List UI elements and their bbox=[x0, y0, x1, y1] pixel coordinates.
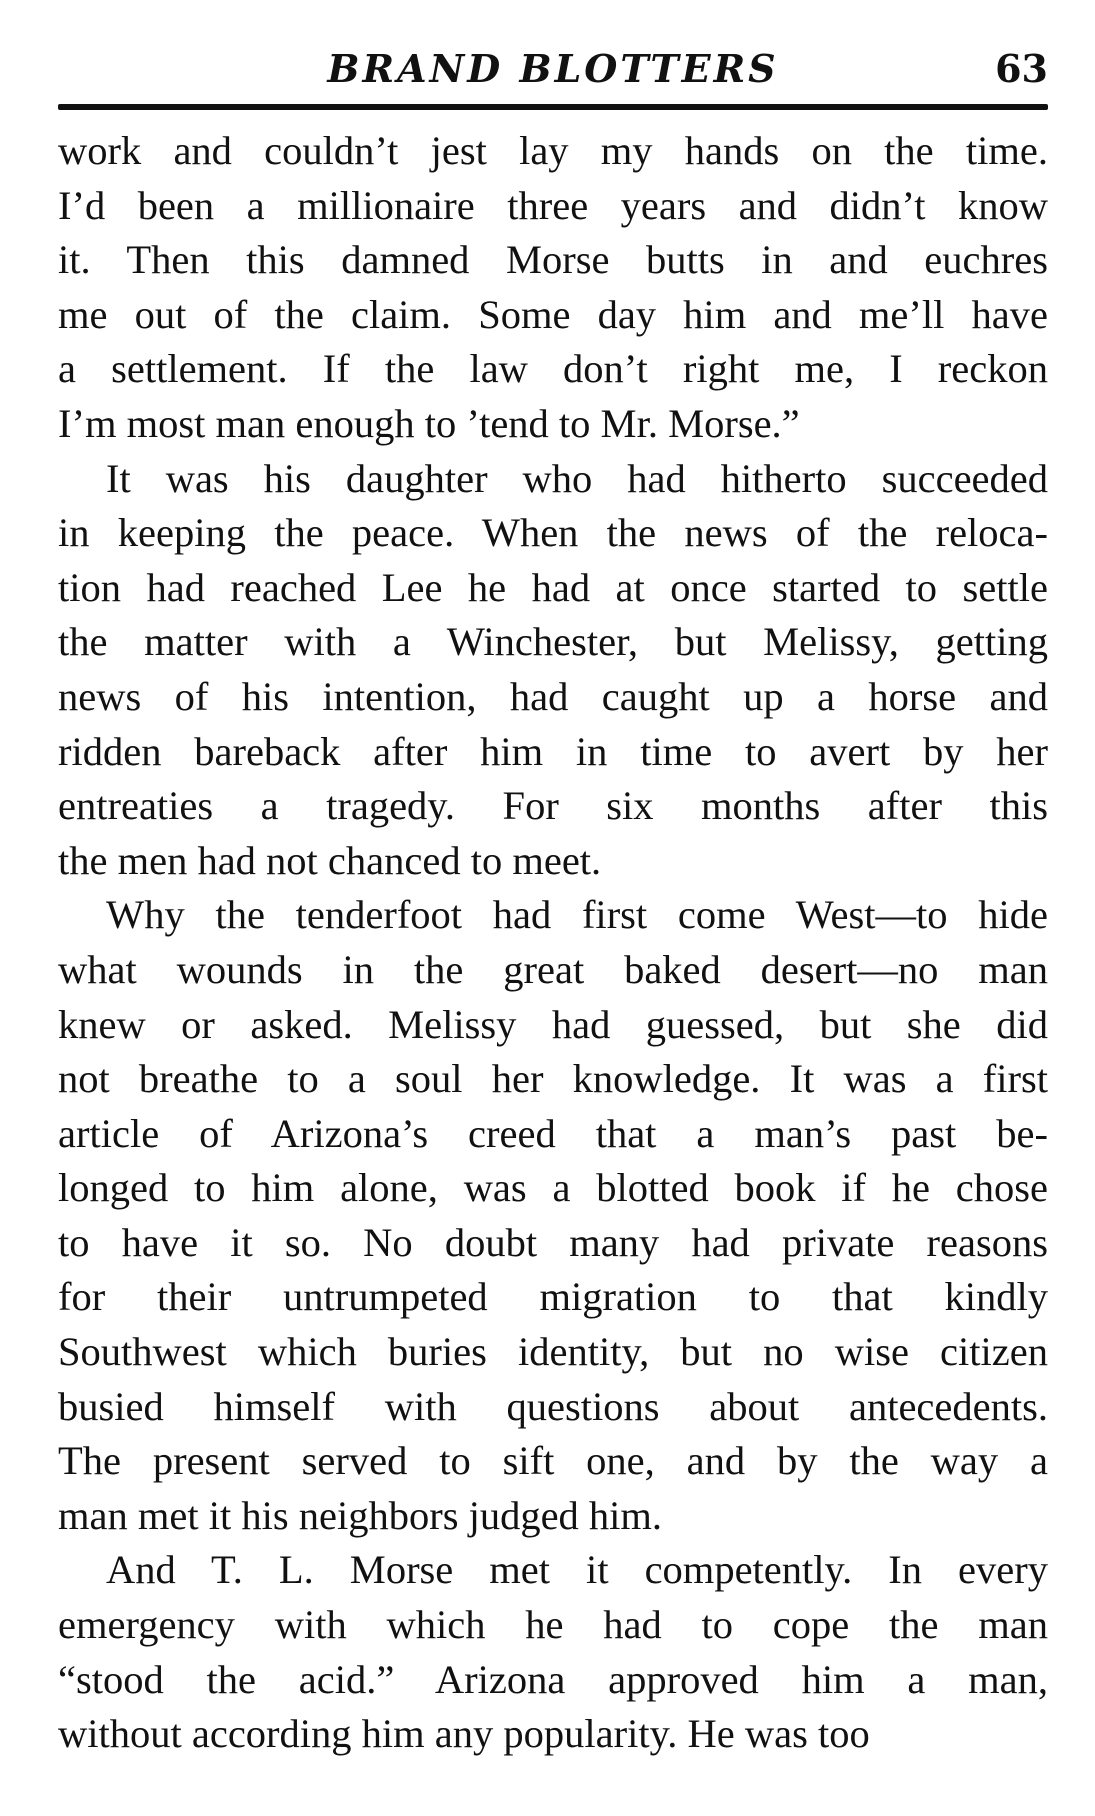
text-line: busied himself with questions about antecedents. bbox=[58, 1383, 1048, 1429]
text-line: a settlement. If the law don’t right me, I reckon bbox=[58, 346, 1048, 392]
text-line: me out of the claim. Some day him and me’ll have bbox=[58, 291, 1048, 337]
text-line: It was his daughter who had hitherto succeeded bbox=[106, 455, 1048, 501]
paragraph bbox=[58, 1543, 1048, 1761]
running-head bbox=[58, 38, 1048, 98]
text-line: news of his intention, had caught up a horse and bbox=[58, 673, 1048, 719]
text-line: knew or asked. Melissy had guessed, but she did bbox=[58, 1001, 1048, 1047]
text-line: not breathe to a soul her knowledge. It was a first bbox=[58, 1056, 1048, 1102]
text-line: Southwest which buries identity, but no wise citizen bbox=[58, 1329, 1048, 1375]
text-line: I’m most man enough to ’tend to Mr. Morse.” bbox=[58, 400, 800, 446]
text-line: tion had reached Lee he had at once started to settle bbox=[58, 564, 1048, 610]
text-line: article of Arizona’s creed that a man’s past be- bbox=[58, 1110, 1048, 1156]
text-line: The present served to sift one, and by the way a bbox=[58, 1438, 1048, 1484]
text-line: “stood the acid.” Arizona approved him a man, bbox=[58, 1656, 1048, 1702]
text-line: man met it his neighbors judged him. bbox=[58, 1492, 663, 1538]
text-line: to have it so. No doubt many had private reasons bbox=[58, 1219, 1048, 1265]
page-number: 63 bbox=[995, 46, 1048, 91]
text-line: ridden bareback after him in time to avert by her bbox=[58, 728, 1048, 774]
text-line: for their untrumpeted migration to that kindly bbox=[58, 1274, 1048, 1320]
text-line: work and couldn’t jest lay my hands on the time. bbox=[58, 128, 1048, 173]
text-line: it. Then this damned Morse butts in and euchres bbox=[58, 237, 1048, 283]
text-line: emergency with which he had to cope the man bbox=[58, 1602, 1048, 1648]
text-line: I’d been a millionaire three years and didn’t know bbox=[58, 182, 1048, 228]
text-line: in keeping the peace. When the news of the reloca- bbox=[58, 510, 1048, 556]
paragraph bbox=[58, 452, 1048, 889]
text-line: Why the tenderfoot had first come West—to hide bbox=[106, 892, 1048, 938]
text-line: without according him any popularity. He was too bbox=[58, 1711, 870, 1757]
text-line: what wounds in the great baked desert—no man bbox=[58, 946, 1048, 992]
text-line: longed to him alone, was a blotted book if he chose bbox=[58, 1165, 1048, 1211]
text-line: entreaties a tragedy. For six months after this bbox=[58, 783, 1048, 829]
text-line: And T. L. Morse met it competently. In every bbox=[106, 1547, 1048, 1593]
paragraph bbox=[58, 124, 1048, 452]
text-line: the matter with a Winchester, but Melissy, getting bbox=[58, 619, 1048, 665]
text-line: the men had not chanced to meet. bbox=[58, 837, 602, 883]
paragraph bbox=[58, 888, 1048, 1543]
body-text bbox=[58, 124, 1048, 1762]
header-rule bbox=[58, 104, 1048, 110]
running-title: BRAND BLOTTERS bbox=[327, 46, 779, 91]
